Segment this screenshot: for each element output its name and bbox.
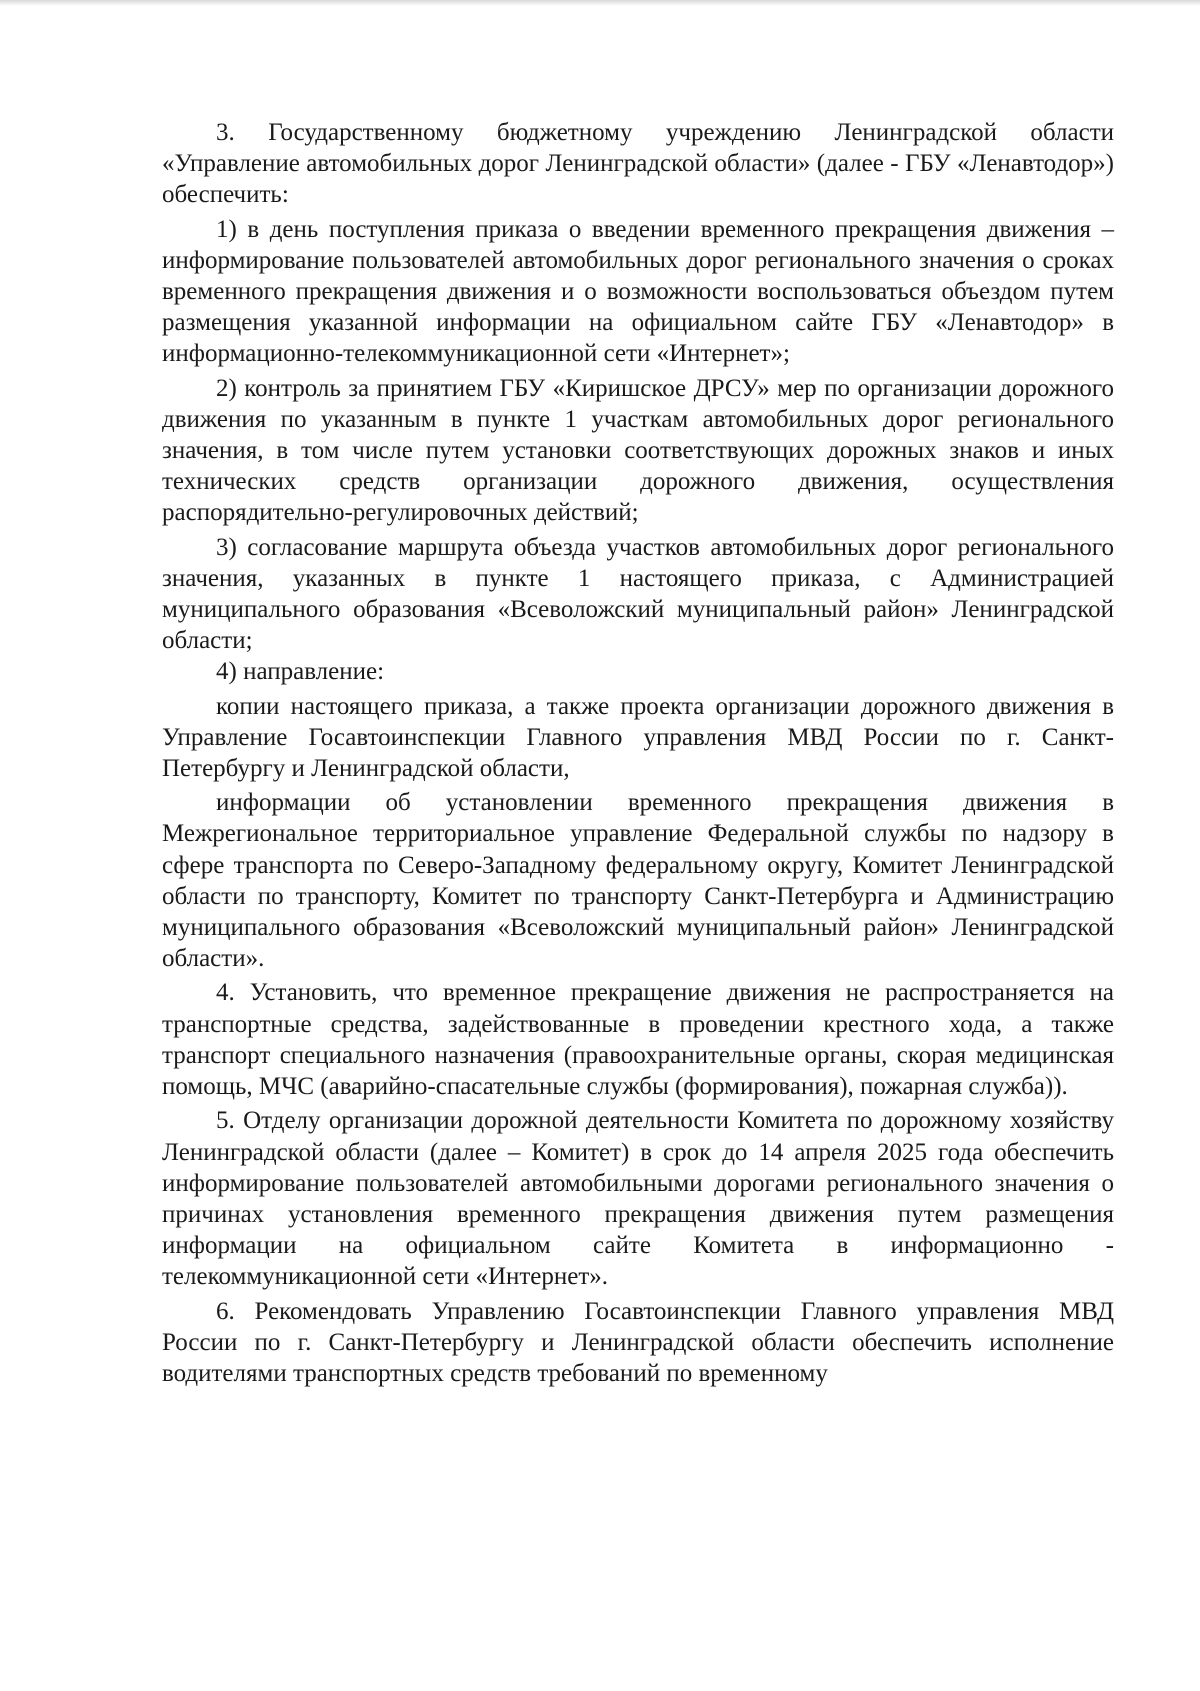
paragraph-3-item-2-control: 2) контроль за принятием ГБУ «Киришское ДРСУ» мер по организации дорожного движения по указанным в пункте 1 участкам автомобильных дорог регионального значения, в том числе путем установки соответствующих дорожных знаков и иных технических средств организации дорожного движения, осуществления распорядительно-регулировочных действий; bbox=[162, 374, 1114, 527]
scan-top-edge bbox=[0, 0, 1200, 6]
paragraph-3-item-3-route-approval: 3) согласование маршрута объезда участков автомобильных дорог регионального значения, указанных в пункте 1 настоящего приказа, с Администрацией муниципального образования «Всеволожский муниципальный район» Ленинградской области; bbox=[162, 533, 1114, 655]
paragraph-6-traffic-police: 6. Рекомендовать Управлению Госавтоинспекции Главного управления МВД России по г. Санкт-Петербургу и Ленинградской области обеспечить исполнение водителями транспортных средств требований по временному bbox=[162, 1297, 1114, 1387]
paragraph-4-exemptions: 4. Установить, что временное прекращение движения не распространяется на транспортные средства, задействованные в проведении крестного хода, а также транспорт специального назначения (правоохранительные органы, скорая медицинская помощь, МЧС (аварийно-спасательные службы (формирования), пожарная служба)). bbox=[162, 979, 1114, 1101]
document-page bbox=[162, 117, 1114, 1389]
paragraph-3-gbu-lenavtodor: 3. Государственному бюджетному учреждению Ленинградской области «Управление автомобильных дорог Ленинградской области» (далее - ГБУ «Ленавтодор») обеспечить: bbox=[162, 119, 1114, 209]
paragraph-3-item-1-informing: 1) в день поступления приказа о введении временного прекращения движения – информирование пользователей автомобильных дорог регионального значения о сроках временного прекращения движения и о возможности воспользоваться объездом путем размещения указанной информации на официальном сайте ГБУ «Ленавтодор» в информационно-телекоммуникационной сети «Интернет»; bbox=[162, 215, 1114, 368]
paragraph-5-committee-department: 5. Отделу организации дорожной деятельности Комитета по дорожному хозяйству Ленинградской области (далее – Комитет) в срок до 14 апреля 2025 года обеспечить информирование пользователей автомобильными дорогами регионального значения о причинах установления временного прекращения движения путем размещения информации на официальном сайте Комитета в информационно - телекоммуникационной сети «Интернет». bbox=[162, 1107, 1114, 1291]
paragraph-3-item-4-information: информации об установлении временного прекращения движения в Межрегиональное территориальное управление Федеральной службы по надзору в сфере транспорта по Северо-Западному федеральному округу, Комитет Ленинградской области по транспорту, Комитет по транспорту Санкт-Петербурга и Администрацию муниципального образования «Всеволожский муниципальный район» Ленинградской области». bbox=[162, 789, 1114, 973]
paragraph-3-item-4-sending: 4) направление: bbox=[216, 658, 385, 686]
paragraph-3-item-4-order-copies: копии настоящего приказа, а также проекта организации дорожного движения в Управление Госавтоинспекции Главного управления МВД России по г. Санкт-Петербургу и Ленинградской области, bbox=[162, 692, 1114, 783]
